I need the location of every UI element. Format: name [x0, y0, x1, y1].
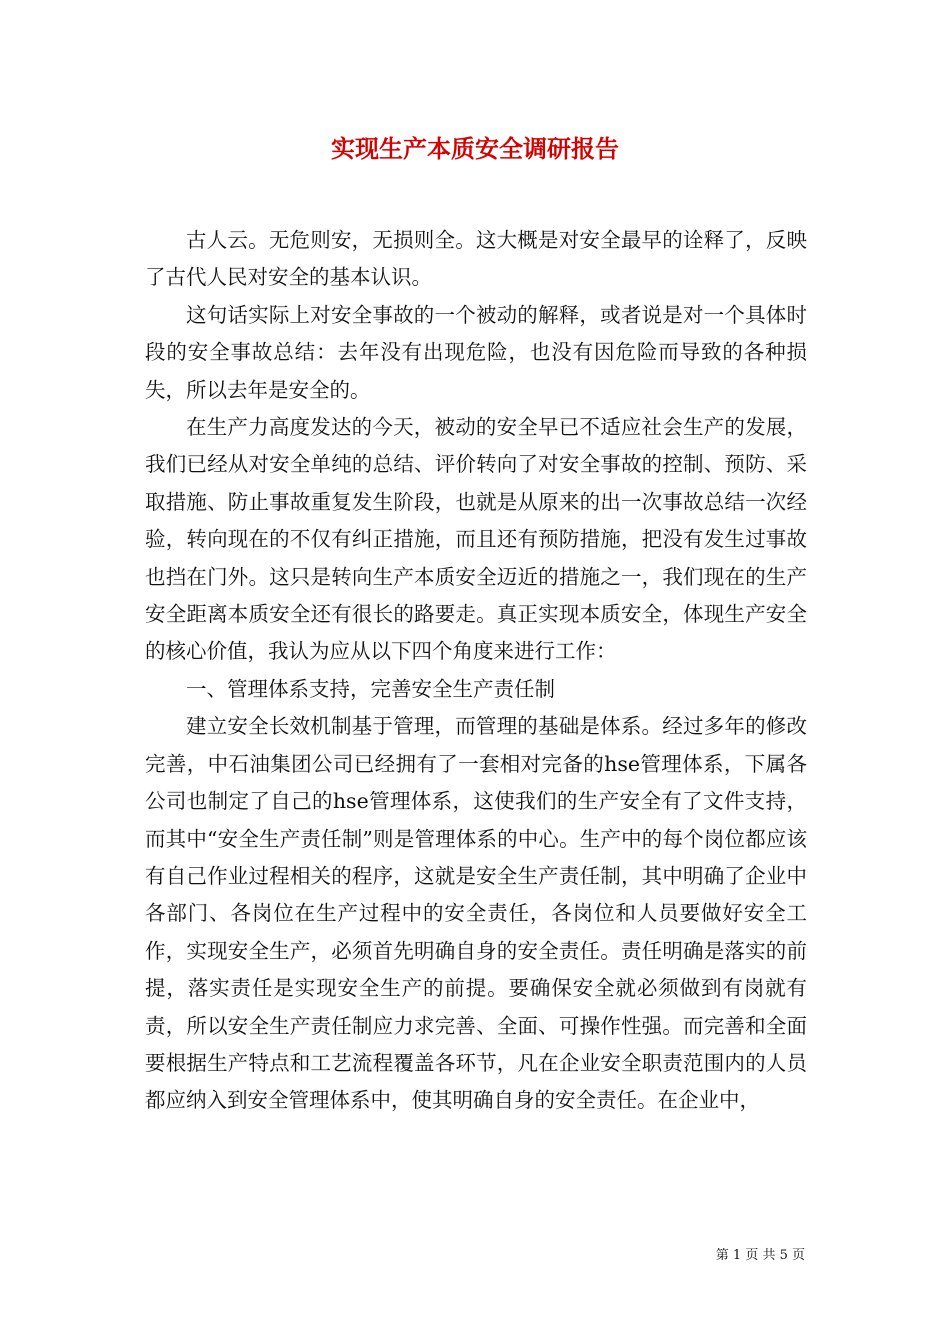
page-number-footer: 第 1 页 共 5 页: [715, 1248, 805, 1263]
paragraph: 在生产力高度发达的今天，被动的安全早已不适应社会生产的发展，我们已经从对安全单纯的总结、评价转向了对安全事故的控制、预防、采取措施、防止事故重复发生阶段，也就是从原来的出一次事故总结一次经验，转向现在的不仅有纠正措施，而且还有预防措施，把没有发生过事故也挡在门外。这只是转向生产本质安全迈近的措施之一，我们现在的生产安全距离本质安全还有很长的路要走。真正实现本质安全，体现生产安全的核心价值，我认为应从以下四个角度来进行工作：: [145, 415, 807, 664]
paragraph: 建立安全长效机制基于管理，而管理的基础是体系。经过多年的修改完善，中石油集团公司已经拥有了一套相对完备的hse管理体系，下属各公司也制定了自己的hse管理体系，这使我们的生产安全有了文件支持，而其中“安全生产责任制”则是管理体系的中心。生产中的每个岗位都应该有自己作业过程相关的程序，这就是安全生产责任制，其中明确了企业中各部门、各岗位在生产过程中的安全责任，各岗位和人员要做好安全工作，实现安全生产，必须首先明确自身的安全责任。责任明确是落实的前提，落实责任是实现安全生产的前提。要确保安全就必须做到有岗就有责，所以安全生产责任制应力求完善、全面、可操作性强。而完善和全面要根据生产特点和工艺流程覆盖各环节，凡在企业安全职责范围内的人员都应纳入到安全管理体系中，使其明确自身的安全责任。在企业中，: [145, 714, 807, 1113]
section-heading: 一、管理体系支持，完善安全生产责任制: [186, 676, 555, 701]
document-title: 实现生产本质安全调研报告: [331, 134, 619, 163]
document-body: [145, 222, 807, 1120]
paragraph: 这句话实际上对安全事故的一个被动的解释，或者说是对一个具体时段的安全事故总结：去年没有出现危险，也没有因危险而导致的各种损失，所以去年是安全的。: [145, 302, 807, 402]
paragraph: 古人云。无危则安，无损则全。这大概是对安全最早的诠释了，反映了古代人民对安全的基本认识。: [145, 228, 807, 290]
